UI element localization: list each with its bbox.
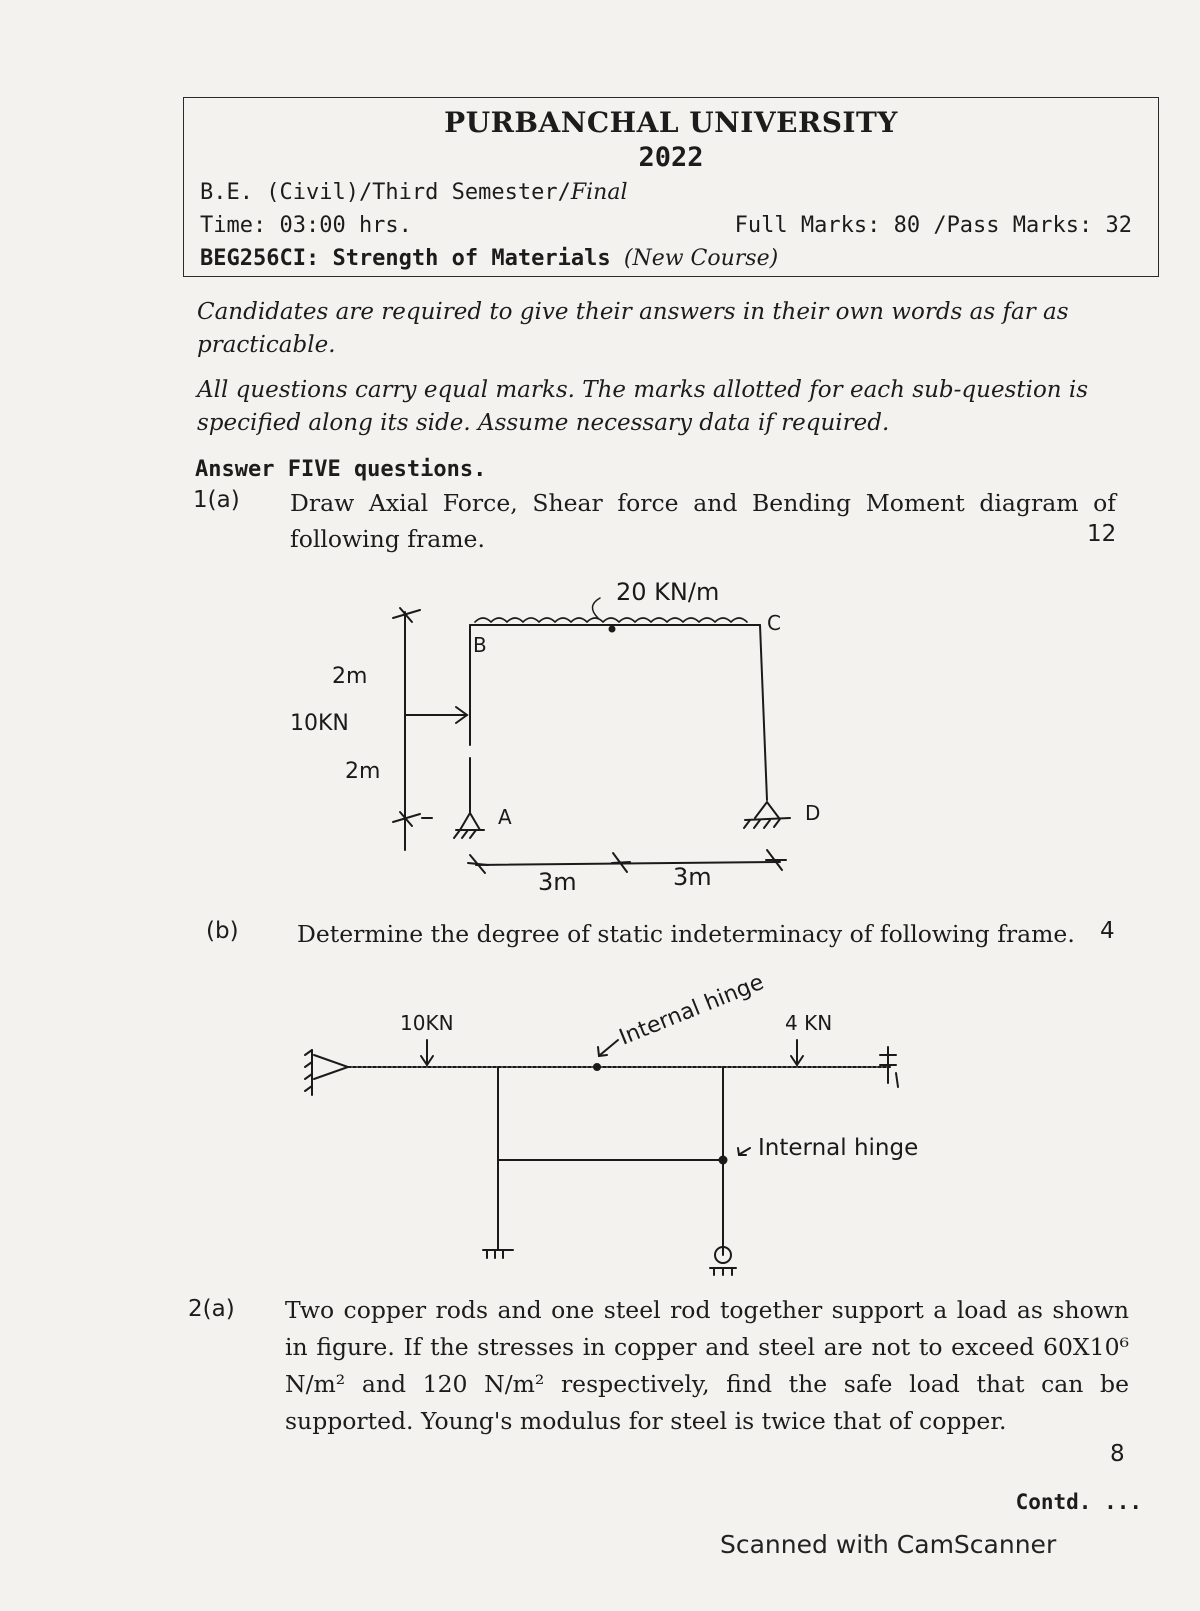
dim-3m-right: 3m bbox=[673, 863, 712, 891]
frame-figure-1a bbox=[280, 560, 840, 900]
load-10kn: 10KN bbox=[290, 711, 349, 736]
contd-note: Contd. ... bbox=[1015, 1490, 1142, 1514]
program-line bbox=[200, 180, 628, 205]
hinge-label-top: Internal hinge bbox=[615, 969, 768, 1051]
node-b-label: B bbox=[473, 633, 487, 657]
q2a-marks: 8 bbox=[1110, 1441, 1125, 1467]
university-name: PURBANCHAL UNIVERSITY bbox=[444, 106, 898, 139]
node-d-label: D bbox=[805, 801, 821, 825]
header-box bbox=[183, 97, 1159, 277]
q1a-number: 1(a) bbox=[193, 487, 240, 513]
scanner-watermark: Scanned with CamScanner bbox=[720, 1530, 1057, 1559]
q2a-text: Two copper rods and one steel rod together support a load as shown in figure. If the stresses in copper and steel are not to exceed 60X10⁶ N/m² and 120 N/m² respectively, find the safe load that can be supported. Young's modulus for steel is twice that of copper. bbox=[285, 1296, 1129, 1435]
course-note: (New Course) bbox=[623, 246, 779, 271]
q1b-text: Determine the degree of static indeterminacy of following frame. bbox=[297, 920, 1075, 948]
instruction-2: All questions carry equal marks. The marks allotted for each sub-question is specified along its side. Assume necessary data if required. bbox=[197, 377, 1089, 436]
q1b-marks: 4 bbox=[1100, 918, 1115, 944]
q2a-number: 2(a) bbox=[188, 1296, 235, 1322]
time-line: Time: 03:00 hrs. bbox=[200, 213, 412, 238]
dim-3m-left: 3m bbox=[538, 868, 577, 896]
node-c-label: C bbox=[767, 611, 781, 635]
course-code: BEG256CI: Strength of Materials bbox=[200, 246, 611, 271]
q1b-number: (b) bbox=[206, 918, 239, 944]
node-a-label: A bbox=[498, 805, 512, 829]
answer-note: Answer FIVE questions. bbox=[195, 457, 487, 482]
instruction-1: Candidates are required to give their answers in their own words as far as practicable. bbox=[197, 299, 1069, 358]
load-10kn-1b: 10KN bbox=[400, 1011, 454, 1035]
program-final: Final bbox=[570, 180, 628, 205]
hinge-label-right: Internal hinge bbox=[758, 1135, 919, 1161]
q1a-text: Draw Axial Force, Shear force and Bending Moment diagram of following frame. bbox=[290, 489, 1116, 553]
udl-label: 20 KN/m bbox=[616, 578, 720, 606]
dim-2m-top: 2m bbox=[332, 664, 368, 689]
marks-line: Full Marks: 80 /Pass Marks: 32 bbox=[734, 213, 1132, 238]
program-text: B.E. (Civil)/Third Semester/ bbox=[200, 180, 571, 205]
q1a-marks: 12 bbox=[1087, 521, 1117, 547]
dim-2m-bottom: 2m bbox=[345, 759, 381, 784]
frame-figure-1b bbox=[300, 955, 1000, 1285]
load-4kn-1b: 4 KN bbox=[785, 1011, 833, 1035]
course-line bbox=[200, 246, 778, 271]
exam-year: 2022 bbox=[638, 142, 704, 173]
